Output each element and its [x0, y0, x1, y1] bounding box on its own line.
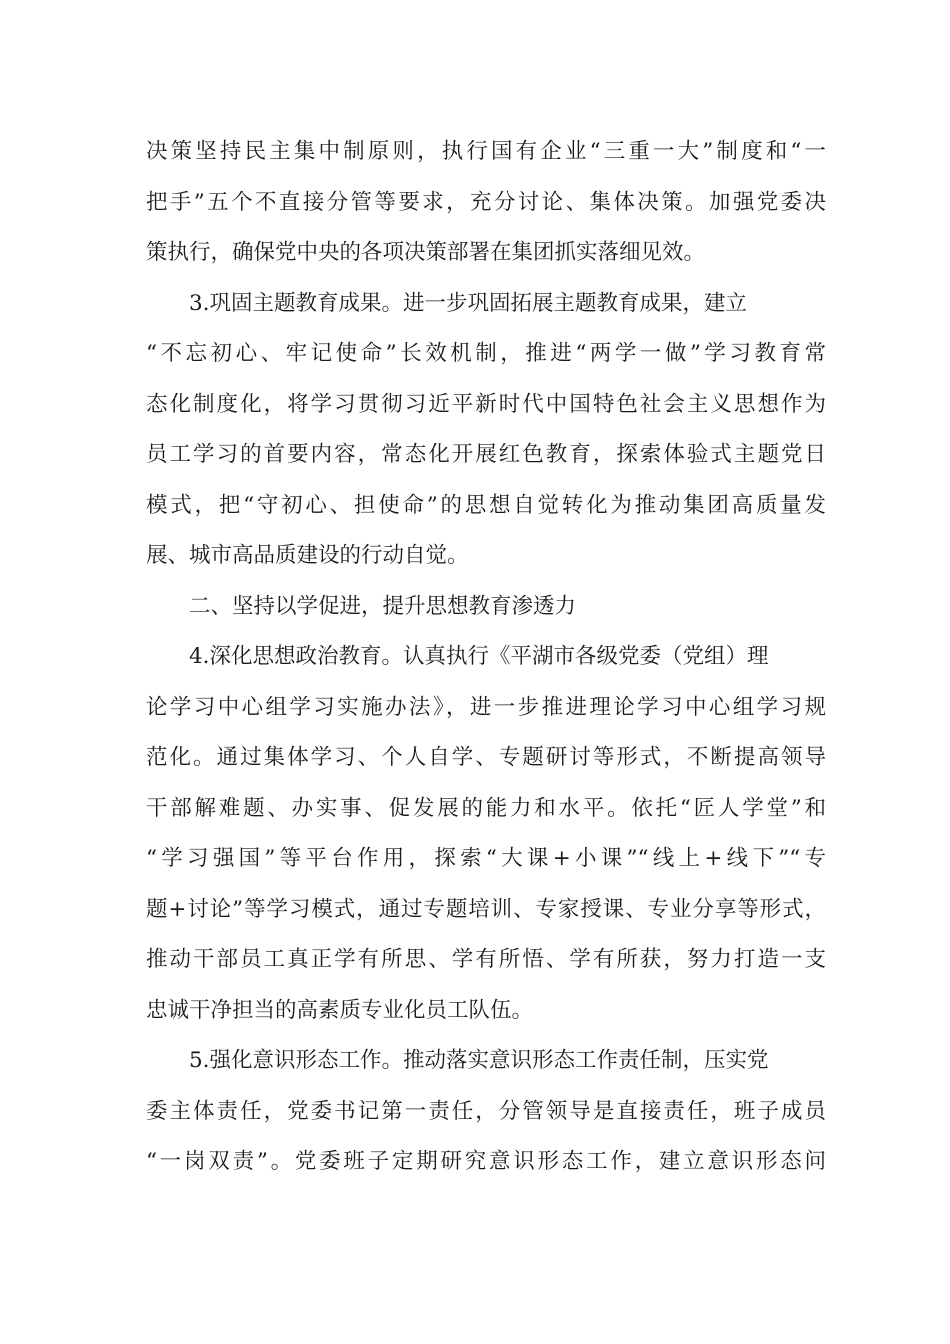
- text-line: 展、城市高品质建设的行动自觉。: [146, 543, 469, 568]
- text-line: 态化制度化，将学习贯彻习近平新时代中国特色社会主义思想作为: [146, 391, 826, 417]
- text-line: 范化。通过集体学习、个人自学、专题研讨等形式，不断提高领导: [146, 745, 826, 770]
- text-line: 题+讨论”等学习模式，通过专题培训、专家授课、专业分享等形式，: [146, 896, 826, 922]
- text-line: 策执行，确保党中央的各项决策部署在集团抓实落细见效。: [146, 240, 706, 265]
- text-line: 4.深化思想政治教育。认真执行《平湖市各级党委（党组）理: [189, 644, 769, 669]
- text-line: 论学习中心组学习实施办法》，进一步推进理论学习中心组学习规: [146, 694, 826, 720]
- text-line: 3.巩固主题教育成果。进一步巩固拓展主题教育成果，建立: [189, 290, 748, 316]
- text-line: 模式，把“守初心、担使命”的思想自觉转化为推动集团高质量发: [146, 492, 826, 518]
- text-line: 5.强化意识形态工作。推动落实意识形态工作责任制，压实党: [189, 1048, 769, 1073]
- text-line: 把手”五个不直接分管等要求，充分讨论、集体决策。加强党委决: [146, 189, 826, 215]
- text-line: “一岗双责”。党委班子定期研究意识形态工作，建立意识形态问: [146, 1149, 826, 1174]
- text-line: 干部解难题、办实事、促发展的能力和水平。依托“匠人学堂”和: [146, 795, 826, 821]
- document-body: [146, 127, 826, 1188]
- text-line: “不忘初心、牢记使命”长效机制，推进“两学一做”学习教育常: [146, 341, 826, 366]
- text-line: 委主体责任，党委书记第一责任，分管领导是直接责任，班子成员: [146, 1098, 826, 1124]
- text-line: 推动干部员工真正学有所思、学有所悟、学有所获，努力打造一支: [146, 947, 826, 972]
- text-line: 忠诚干净担当的高素质专业化员工队伍。: [146, 997, 534, 1023]
- text-line: “学习强国”等平台作用，探索“大课+小课”“线上+线下”“专: [146, 846, 826, 871]
- text-line: 员工学习的首要内容，常态化开展红色教育，探索体验式主题党日: [146, 442, 826, 467]
- section-heading: 二、坚持以学促进，提升思想教育渗透力: [189, 593, 577, 619]
- text-line: 决策坚持民主集中制原则，执行国有企业“三重一大”制度和“一: [146, 139, 826, 164]
